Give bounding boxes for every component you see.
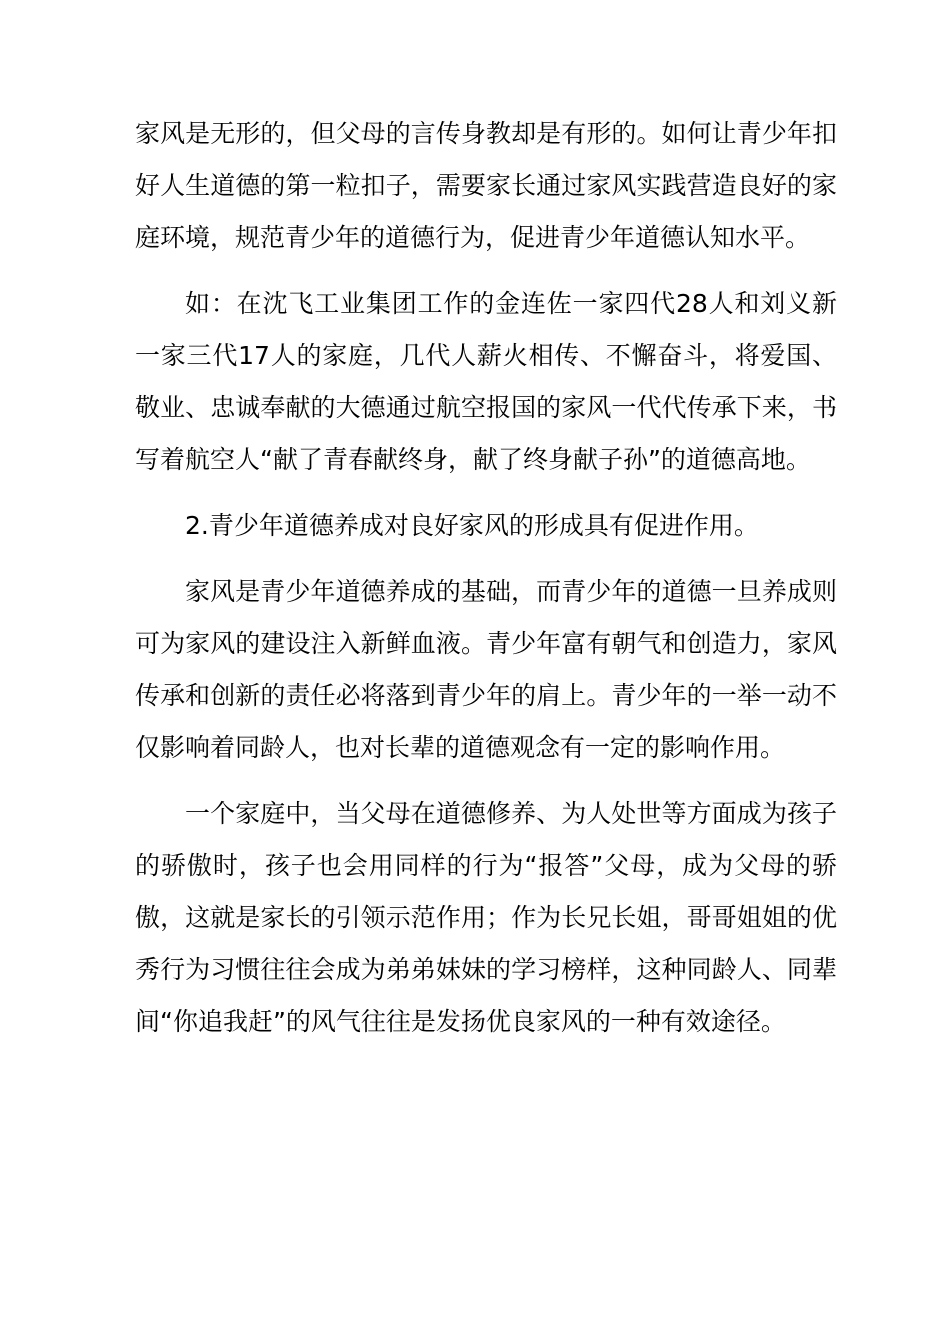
paragraph-example-shenfei: 如：在沈飞工业集团工作的金连佐一家四代28人和刘义新一家三代17人的家庭，几代人薪火相传、不懈奋斗，将爱国、敬业、忠诚奉献的大德通过航空报国的家风一代代传承下来，书写着航空人“献了青春献终身，献了终身献子孙”的道德高地。 xyxy=(135,289,837,474)
document-body xyxy=(135,108,837,1062)
paragraph-youth-morality: 家风是青少年道德养成的基础，而青少年的道德一旦养成则可为家风的建设注入新鲜血液。青少年富有朝气和创造力，家风传承和创新的责任必将落到青少年的肩上。青少年的一举一动不仅影响着同龄人，也对长辈的道德观念有一定的影响作用。 xyxy=(135,577,837,762)
paragraph-family-example: 一个家庭中，当父母在道德修养、为人处世等方面成为孩子的骄傲时，孩子也会用同样的行为“报答”父母，成为父母的骄傲，这就是家长的引领示范作用；作为长兄长姐，哥哥姐姐的优秀行为习惯往往会成为弟弟妹妹的学习榜样，这种同龄人、同辈间“你追我赶”的风气往往是发扬优良家风的一种有效途径。 xyxy=(135,799,837,1036)
section-heading-2: 2.青少年道德养成对良好家风的形成具有促进作用。 xyxy=(185,511,759,540)
paragraph-family-style-intro: 家风是无形的，但父母的言传身教却是有形的。如何让青少年扣好人生道德的第一粒扣子，需要家长通过家风实践营造良好的家庭环境，规范青少年的道德行为，促进青少年道德认知水平。 xyxy=(135,119,837,252)
